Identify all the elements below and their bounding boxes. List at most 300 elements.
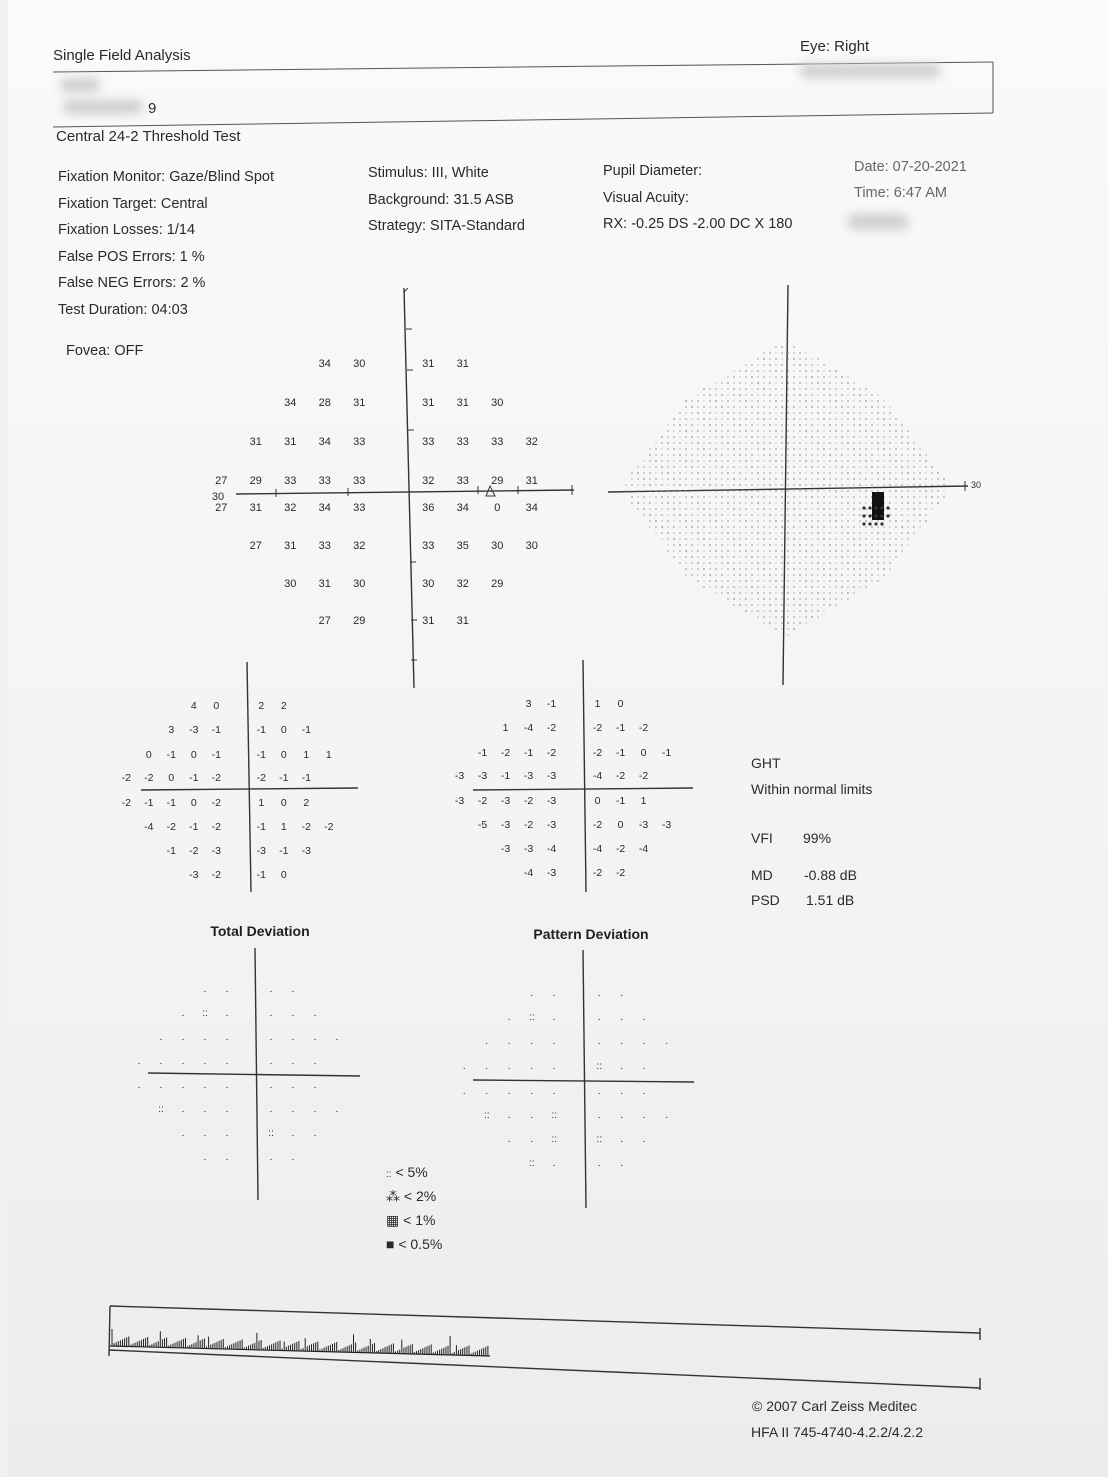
field-value: . bbox=[665, 1109, 669, 1121]
field-value: -4 bbox=[523, 722, 534, 734]
field-value: . bbox=[620, 987, 624, 999]
threshold-axis-label: 30 bbox=[211, 491, 225, 503]
field-value: 33 bbox=[456, 436, 469, 448]
field-value: . bbox=[291, 1055, 295, 1067]
field-value: . bbox=[335, 1031, 339, 1043]
field-value: 1 bbox=[325, 749, 332, 761]
field-value: 0 bbox=[280, 797, 287, 809]
field-value: . bbox=[597, 1085, 601, 1097]
legend-symbol-5pct-icon: :: bbox=[386, 1169, 392, 1180]
field-value: 31 bbox=[456, 397, 469, 409]
field-value: . bbox=[642, 1133, 646, 1145]
field-value: :: bbox=[596, 1133, 603, 1145]
field-value: -2 bbox=[592, 819, 603, 831]
field-value: :: bbox=[483, 1109, 490, 1121]
field-value: . bbox=[620, 1109, 624, 1121]
field-value: -1 bbox=[279, 772, 289, 784]
field-value: 1 bbox=[258, 797, 265, 809]
field-value: . bbox=[597, 987, 601, 999]
field-value: -2 bbox=[211, 821, 221, 833]
field-value: . bbox=[203, 1151, 207, 1163]
field-value: -1 bbox=[189, 821, 199, 833]
field-value: 30 bbox=[353, 358, 366, 370]
field-value: 0 bbox=[190, 797, 197, 809]
field-value: . bbox=[269, 1007, 273, 1019]
field-value: 30 bbox=[525, 540, 538, 552]
field-value: . bbox=[225, 1007, 229, 1019]
field-value: -2 bbox=[592, 722, 603, 734]
field-value: -1 bbox=[615, 747, 626, 759]
md-value: -0.88 dB bbox=[804, 867, 857, 883]
field-value: . bbox=[530, 987, 534, 999]
legend-symbol-2pct-icon: ⁂ bbox=[386, 1188, 400, 1204]
field-value: 3 bbox=[168, 724, 175, 736]
field-value: . bbox=[485, 1035, 489, 1047]
field-value: 33 bbox=[422, 540, 435, 552]
field-value: . bbox=[291, 1151, 295, 1163]
field-value: 1 bbox=[640, 795, 647, 807]
field-value: -1 bbox=[546, 698, 557, 710]
field-value: 31 bbox=[422, 358, 435, 370]
field-value: 27 bbox=[318, 615, 331, 627]
field-value: . bbox=[642, 1085, 646, 1097]
device-model: HFA II 745-4740-4.2.2/4.2.2 bbox=[751, 1424, 924, 1440]
field-value: . bbox=[620, 1133, 624, 1145]
field-value: 3 bbox=[525, 698, 532, 710]
field-value: . bbox=[620, 1011, 624, 1023]
field-value: -3 bbox=[189, 869, 199, 881]
field-value: . bbox=[552, 1011, 556, 1023]
field-value: -5 bbox=[477, 819, 488, 831]
field-value: 32 bbox=[422, 475, 435, 487]
ght-label: GHT bbox=[751, 755, 781, 771]
field-value: 2 bbox=[280, 700, 287, 712]
field-value: 31 bbox=[456, 615, 469, 627]
field-value: . bbox=[620, 1085, 624, 1097]
false-neg-errors: False NEG Errors: 2 % bbox=[58, 275, 206, 291]
field-value: 0 bbox=[145, 749, 152, 761]
field-value: -2 bbox=[189, 845, 199, 857]
field-value: . bbox=[291, 983, 295, 995]
field-value: -3 bbox=[189, 724, 199, 736]
field-value: 27 bbox=[215, 475, 228, 487]
field-value: -1 bbox=[211, 749, 221, 761]
pupil-diameter: Pupil Diameter: bbox=[603, 163, 703, 179]
background: Background: 31.5 ASB bbox=[368, 191, 514, 208]
time: Time: 6:47 AM bbox=[854, 185, 947, 201]
field-value: . bbox=[225, 1055, 229, 1067]
field-value: -2 bbox=[638, 770, 649, 782]
field-value: 30 bbox=[491, 540, 504, 552]
field-value: -2 bbox=[166, 821, 176, 833]
field-value: -3 bbox=[546, 770, 557, 782]
field-value: . bbox=[507, 1109, 511, 1121]
field-value: . bbox=[597, 1011, 601, 1023]
field-value: . bbox=[225, 1103, 229, 1115]
field-value: . bbox=[313, 1103, 317, 1115]
field-value: -3 bbox=[454, 770, 465, 782]
field-value: 36 bbox=[422, 502, 435, 514]
field-value: . bbox=[203, 983, 207, 995]
field-value: 29 bbox=[491, 578, 504, 590]
field-value: 34 bbox=[525, 502, 538, 514]
field-value: . bbox=[159, 1079, 163, 1091]
field-value: 31 bbox=[284, 540, 297, 552]
field-value: 0 bbox=[213, 700, 220, 712]
fixation-target: Fixation Target: Central bbox=[58, 195, 208, 212]
field-value: . bbox=[313, 1031, 317, 1043]
field-value: . bbox=[181, 1103, 185, 1115]
strategy: Strategy: SITA-Standard bbox=[368, 218, 525, 234]
legend-label: < 1% bbox=[403, 1212, 436, 1228]
field-value: 2 bbox=[303, 797, 310, 809]
field-value: :: bbox=[551, 1133, 558, 1145]
field-value: -3 bbox=[546, 795, 557, 807]
false-pos-errors: False POS Errors: 1 % bbox=[58, 248, 205, 265]
field-value: -1 bbox=[256, 724, 266, 736]
field-value: 0 bbox=[640, 747, 647, 759]
field-value: . bbox=[530, 1085, 534, 1097]
field-value: . bbox=[642, 1011, 646, 1023]
field-value: -3 bbox=[523, 770, 534, 782]
field-value: -1 bbox=[166, 845, 176, 857]
field-value: 34 bbox=[456, 502, 469, 514]
field-value: 29 bbox=[491, 475, 504, 487]
field-value: . bbox=[507, 1133, 511, 1145]
field-value: 31 bbox=[353, 397, 366, 409]
visual-acuity: Visual Acuity: bbox=[603, 189, 689, 206]
patient-id-fragment: 9 bbox=[148, 100, 157, 117]
field-value: . bbox=[552, 1060, 556, 1072]
field-value: . bbox=[137, 1055, 141, 1067]
field-value: -3 bbox=[500, 843, 511, 855]
field-value: -4 bbox=[592, 770, 603, 782]
field-value: . bbox=[313, 1055, 317, 1067]
field-value: -1 bbox=[166, 749, 176, 761]
field-value: 0 bbox=[494, 502, 501, 514]
field-value: 35 bbox=[456, 540, 469, 552]
field-value: . bbox=[203, 1031, 207, 1043]
field-value: 0 bbox=[190, 749, 197, 761]
field-value: -3 bbox=[523, 843, 534, 855]
field-value: 31 bbox=[525, 475, 538, 487]
field-value: -2 bbox=[211, 797, 221, 809]
field-value: 31 bbox=[422, 615, 435, 627]
field-value: 30 bbox=[422, 578, 435, 590]
stimulus: Stimulus: III, White bbox=[368, 165, 489, 181]
printout-page bbox=[8, 0, 1108, 1477]
field-value: 33 bbox=[353, 436, 366, 448]
fovea: Fovea: OFF bbox=[66, 343, 144, 359]
field-value: . bbox=[530, 1035, 534, 1047]
field-value: 30 bbox=[353, 578, 366, 590]
field-value: -3 bbox=[454, 795, 465, 807]
field-value: . bbox=[642, 1060, 646, 1072]
field-value: . bbox=[203, 1055, 207, 1067]
field-value: 31 bbox=[249, 436, 262, 448]
field-value: . bbox=[225, 1079, 229, 1091]
field-value: . bbox=[507, 1085, 511, 1097]
field-value: 1 bbox=[594, 698, 601, 710]
field-value: . bbox=[620, 1035, 624, 1047]
vfi-value: 99% bbox=[803, 830, 832, 846]
field-value: -3 bbox=[546, 867, 557, 879]
field-value: -2 bbox=[615, 867, 626, 879]
field-value: . bbox=[291, 1031, 295, 1043]
field-value: . bbox=[507, 1011, 511, 1023]
test-name: Central 24-2 Threshold Test bbox=[56, 128, 241, 145]
legend-symbol-05pct-icon: ■ bbox=[386, 1236, 395, 1252]
field-value: . bbox=[485, 1060, 489, 1072]
field-value: . bbox=[642, 1109, 646, 1121]
field-value: 30 bbox=[491, 397, 504, 409]
field-value: -1 bbox=[615, 795, 626, 807]
field-value: . bbox=[313, 1079, 317, 1091]
field-value: . bbox=[552, 1157, 556, 1169]
field-value: 33 bbox=[491, 436, 504, 448]
field-value: . bbox=[462, 1060, 466, 1072]
field-value: 32 bbox=[284, 502, 297, 514]
field-value: . bbox=[597, 1035, 601, 1047]
field-value: -3 bbox=[638, 819, 649, 831]
field-value: -4 bbox=[144, 821, 154, 833]
field-value: . bbox=[291, 1103, 295, 1115]
field-value: . bbox=[552, 1035, 556, 1047]
field-value: -1 bbox=[166, 797, 176, 809]
field-value: -2 bbox=[546, 722, 557, 734]
psd-value: 1.51 dB bbox=[806, 892, 855, 908]
field-value: -1 bbox=[256, 821, 266, 833]
field-value: . bbox=[203, 1079, 207, 1091]
field-value: -2 bbox=[546, 747, 557, 759]
field-value: 29 bbox=[249, 475, 262, 487]
field-value: 0 bbox=[617, 698, 624, 710]
field-value: -1 bbox=[189, 772, 199, 784]
field-value: -2 bbox=[477, 795, 488, 807]
field-value: 33 bbox=[353, 502, 366, 514]
field-value: -1 bbox=[661, 747, 672, 759]
gaze-tracking-strip bbox=[8, 0, 1108, 1400]
field-value: -1 bbox=[144, 797, 154, 809]
field-value: 31 bbox=[318, 578, 331, 590]
field-value: -1 bbox=[256, 869, 266, 881]
field-value: 33 bbox=[318, 540, 331, 552]
field-value: 4 bbox=[190, 700, 197, 712]
field-value: -1 bbox=[279, 845, 289, 857]
field-value: . bbox=[181, 1127, 185, 1139]
field-value: 33 bbox=[353, 475, 366, 487]
field-value: . bbox=[313, 1127, 317, 1139]
field-value: . bbox=[530, 1060, 534, 1072]
field-value: . bbox=[552, 987, 556, 999]
field-value: -4 bbox=[592, 843, 603, 855]
fixation-losses: Fixation Losses: 1/14 bbox=[58, 222, 196, 238]
field-value: 1 bbox=[502, 722, 509, 734]
field-value: -1 bbox=[615, 722, 626, 734]
field-value: -1 bbox=[477, 747, 488, 759]
field-value: . bbox=[485, 1085, 489, 1097]
pattern-deviation-title: Pattern Deviation bbox=[533, 926, 649, 942]
field-value: -2 bbox=[324, 821, 334, 833]
ght-value: Within normal limits bbox=[751, 781, 873, 797]
field-value: 33 bbox=[318, 475, 331, 487]
field-value: . bbox=[507, 1060, 511, 1072]
field-value: -2 bbox=[144, 772, 154, 784]
total-deviation-title: Total Deviation bbox=[210, 923, 310, 939]
field-value: -2 bbox=[523, 795, 534, 807]
field-value: . bbox=[597, 1157, 601, 1169]
field-value: . bbox=[530, 1133, 534, 1145]
field-value: . bbox=[159, 1031, 163, 1043]
field-value: . bbox=[620, 1060, 624, 1072]
field-value: . bbox=[203, 1127, 207, 1139]
field-value: . bbox=[335, 1103, 339, 1115]
field-value: -2 bbox=[211, 869, 221, 881]
field-value: 0 bbox=[280, 724, 287, 736]
field-value: -3 bbox=[301, 845, 311, 857]
field-value: . bbox=[181, 1079, 185, 1091]
field-value: . bbox=[225, 1031, 229, 1043]
field-value: 1 bbox=[280, 821, 287, 833]
test-duration: Test Duration: 04:03 bbox=[58, 301, 188, 318]
field-value: . bbox=[203, 1103, 207, 1115]
fixation-monitor: Fixation Monitor: Gaze/Blind Spot bbox=[58, 169, 274, 185]
field-value: -3 bbox=[546, 819, 557, 831]
field-value: :: bbox=[596, 1060, 603, 1072]
legend-label: < 2% bbox=[403, 1188, 437, 1204]
field-value: . bbox=[462, 1085, 466, 1097]
field-value: 27 bbox=[215, 502, 228, 514]
field-value: :: bbox=[202, 1007, 208, 1019]
field-value: -2 bbox=[121, 772, 131, 784]
field-value: . bbox=[620, 1157, 624, 1169]
field-value: -4 bbox=[523, 867, 534, 879]
field-value: -1 bbox=[211, 724, 221, 736]
field-value: 30 bbox=[284, 578, 297, 590]
field-value: 31 bbox=[422, 397, 435, 409]
eye-label: Eye: Right bbox=[800, 38, 870, 55]
field-value: . bbox=[225, 983, 229, 995]
field-value: 34 bbox=[318, 358, 331, 370]
field-value: 31 bbox=[284, 436, 297, 448]
field-value: -3 bbox=[256, 845, 266, 857]
field-value: 0 bbox=[168, 772, 175, 784]
field-value: 34 bbox=[318, 436, 331, 448]
field-value: . bbox=[225, 1151, 229, 1163]
field-value: 1 bbox=[303, 749, 310, 761]
psd-label: PSD bbox=[751, 892, 780, 908]
field-value: . bbox=[291, 1007, 295, 1019]
report-title: Single Field Analysis bbox=[53, 47, 191, 64]
field-value: . bbox=[597, 1109, 601, 1121]
field-value: :: bbox=[551, 1109, 558, 1121]
field-value: -1 bbox=[301, 724, 311, 736]
field-value: . bbox=[507, 1035, 511, 1047]
field-value: 32 bbox=[525, 436, 538, 448]
field-value: . bbox=[269, 983, 273, 995]
field-value: . bbox=[225, 1127, 229, 1139]
field-value: 34 bbox=[318, 502, 331, 514]
field-value: . bbox=[269, 1151, 273, 1163]
field-value: 27 bbox=[249, 540, 262, 552]
field-value: . bbox=[159, 1055, 163, 1067]
field-value: 34 bbox=[284, 397, 297, 409]
field-value: . bbox=[552, 1085, 556, 1097]
field-value: -1 bbox=[301, 772, 311, 784]
field-value: 31 bbox=[456, 358, 469, 370]
field-value: . bbox=[269, 1103, 273, 1115]
field-value: 33 bbox=[284, 475, 297, 487]
field-value: -3 bbox=[500, 819, 511, 831]
field-value: 0 bbox=[617, 819, 624, 831]
field-value: 29 bbox=[353, 615, 366, 627]
field-value: 33 bbox=[456, 475, 469, 487]
field-value: 0 bbox=[280, 869, 287, 881]
field-value: . bbox=[137, 1079, 141, 1091]
field-value: -2 bbox=[500, 747, 511, 759]
vfi-label: VFI bbox=[751, 830, 773, 846]
field-value: -3 bbox=[500, 795, 511, 807]
field-value: . bbox=[269, 1079, 273, 1091]
field-value: -2 bbox=[592, 747, 603, 759]
field-value: -2 bbox=[615, 770, 626, 782]
field-value: 0 bbox=[280, 749, 287, 761]
field-value: 28 bbox=[318, 397, 331, 409]
date: Date: 07-20-2021 bbox=[854, 159, 967, 175]
field-value: . bbox=[181, 1007, 185, 1019]
field-value: . bbox=[665, 1035, 669, 1047]
field-value: :: bbox=[268, 1127, 274, 1139]
field-value: -2 bbox=[592, 867, 603, 879]
field-value: -2 bbox=[523, 819, 534, 831]
legend-label: < 5% bbox=[395, 1164, 428, 1180]
field-value: -1 bbox=[500, 770, 511, 782]
field-value: -2 bbox=[211, 772, 221, 784]
field-value: 32 bbox=[456, 578, 469, 590]
field-value: . bbox=[181, 1055, 185, 1067]
field-value: 31 bbox=[249, 502, 262, 514]
field-value: :: bbox=[528, 1011, 535, 1023]
field-value: . bbox=[291, 1127, 295, 1139]
field-value: -3 bbox=[661, 819, 672, 831]
field-value: :: bbox=[158, 1103, 164, 1115]
legend-symbol-1pct-icon: ▦ bbox=[386, 1212, 400, 1228]
field-value: -1 bbox=[523, 747, 534, 759]
field-value: . bbox=[291, 1079, 295, 1091]
field-value: 32 bbox=[353, 540, 366, 552]
rx: RX: -0.25 DS -2.00 DC X 180 bbox=[603, 216, 793, 232]
field-value: -2 bbox=[256, 772, 266, 784]
legend-label: < 0.5% bbox=[398, 1236, 443, 1252]
copyright: © 2007 Carl Zeiss Meditec bbox=[752, 1398, 918, 1414]
field-value: 2 bbox=[258, 700, 265, 712]
md-label: MD bbox=[751, 867, 773, 883]
field-value: :: bbox=[528, 1157, 535, 1169]
field-value: -4 bbox=[546, 843, 557, 855]
field-value: -1 bbox=[256, 749, 266, 761]
field-value: -4 bbox=[638, 843, 649, 855]
field-value: -3 bbox=[477, 770, 488, 782]
field-value: . bbox=[313, 1007, 317, 1019]
field-value: . bbox=[530, 1109, 534, 1121]
field-value: . bbox=[642, 1035, 646, 1047]
field-value: . bbox=[269, 1031, 273, 1043]
field-value: -3 bbox=[211, 845, 221, 857]
field-value: . bbox=[269, 1055, 273, 1067]
field-value: -2 bbox=[638, 722, 649, 734]
field-value: -2 bbox=[301, 821, 311, 833]
field-value: 0 bbox=[594, 795, 601, 807]
